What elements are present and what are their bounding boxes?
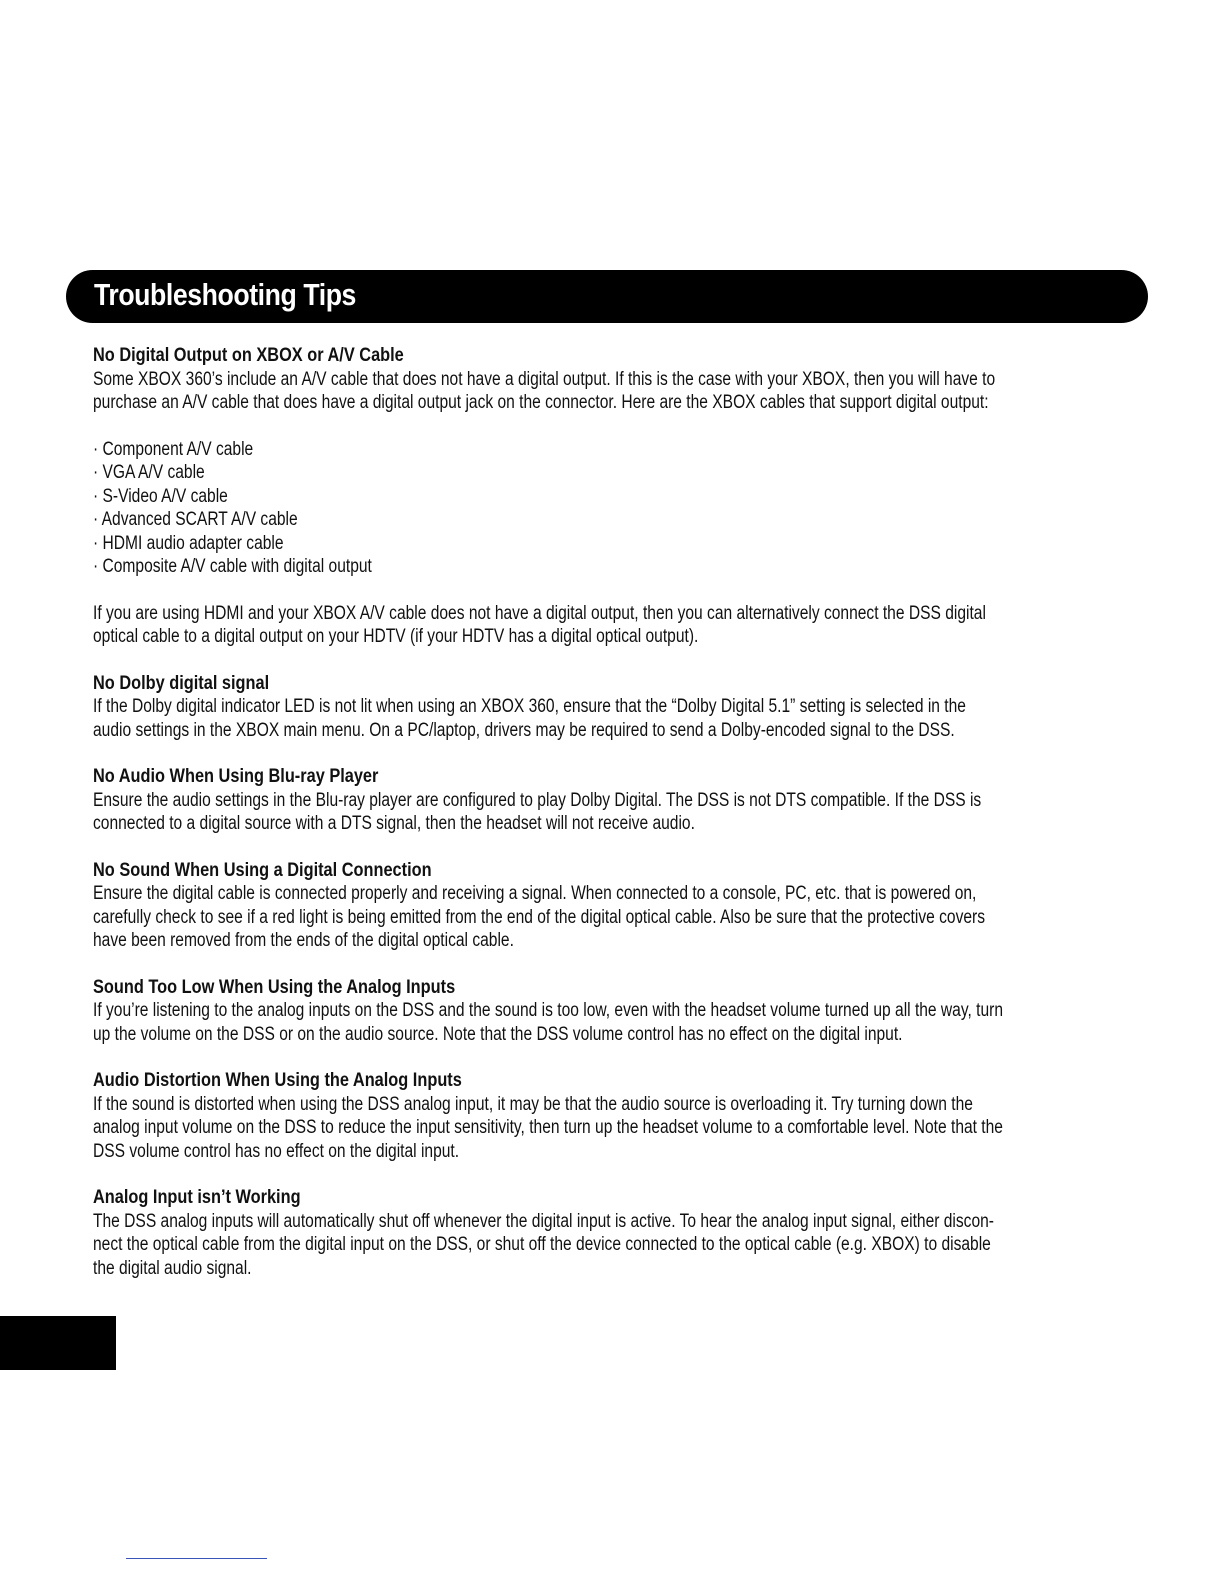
body-line: Some XBOX 360’s include an A/V cable that does not have a digital output. If this is the case with your XBOX, then you will have to xyxy=(93,368,996,390)
title-bar xyxy=(66,270,1148,323)
section-blu-ray xyxy=(93,765,1123,836)
section-heading: No Dolby digital signal xyxy=(93,672,270,694)
section-no-dolby-signal xyxy=(93,672,1123,743)
section-heading: No Digital Output on XBOX or A/V Cable xyxy=(93,345,404,366)
content xyxy=(93,344,1123,1303)
body-line: DSS volume control has no effect on the digital input. xyxy=(93,1140,460,1162)
section-heading: Sound Too Low When Using the Analog Inputs xyxy=(93,976,456,998)
body-line: If the sound is distorted when using the DSS analog input, it may be that the audio source is overloading it. Try turning down the xyxy=(93,1093,973,1115)
section-heading: Audio Distortion When Using the Analog Inputs xyxy=(93,1070,462,1091)
page-title: Troubleshooting Tips xyxy=(94,277,356,312)
section-heading: No Sound When Using a Digital Connection xyxy=(93,859,432,881)
page-tab-block xyxy=(0,1316,116,1370)
body-line: carefully check to see if a red light is being emitted from the end of the digital optical cable. Also be sure that the protective covers xyxy=(93,906,986,928)
body-line: up the volume on the DSS or on the audio source. Note that the DSS volume control has no effect on the digital input. xyxy=(93,1023,903,1045)
list-item: · Composite A/V cable with digital output xyxy=(93,556,372,577)
section-no-digital-output xyxy=(93,344,1123,649)
footer-rule xyxy=(126,1558,267,1559)
list-item: · VGA A/V cable xyxy=(93,462,205,483)
section-analog-input xyxy=(93,1186,1123,1280)
list-item: · S-Video A/V cable xyxy=(93,485,228,507)
cable-list xyxy=(93,438,1123,579)
list-item: · HDMI audio adapter cable xyxy=(93,532,284,554)
section-digital-connection xyxy=(93,859,1123,953)
section-heading: Analog Input isn’t Working xyxy=(93,1187,301,1208)
body-line: purchase an A/V cable that does have a digital output jack on the connector. Here are the XBOX cables that support digital output: xyxy=(93,392,989,413)
section-sound-too-low xyxy=(93,976,1123,1047)
body-line: If you’re listening to the analog inputs on the DSS and the sound is too low, even with the headset volume turned up all the way, turn xyxy=(93,1000,1003,1021)
body-line: nect the optical cable from the digital input on the DSS, or shut off the device connected to the optical cable (e.g. XBOX) to disable xyxy=(93,1234,991,1255)
body-line: audio settings in the XBOX main menu. On a PC/laptop, drivers may be required to send a Dolby-encoded signal to the DSS. xyxy=(93,719,955,741)
body-line: connected to a digital source with a DTS signal, then the headset will not receive audio. xyxy=(93,813,695,834)
list-item: · Advanced SCART A/V cable xyxy=(93,509,298,530)
body-line: Ensure the digital cable is connected properly and receiving a signal. When connected to a console, PC, etc. that is powered on, xyxy=(93,883,977,904)
body-line: If the Dolby digital indicator LED is not lit when using an XBOX 360, ensure that the “Dolby Digital 5.1” setting is selected in the xyxy=(93,696,966,717)
section-heading: No Audio When Using Blu-ray Player xyxy=(93,766,379,787)
body-line: Ensure the audio settings in the Blu-ray player are configured to play Dolby Digital. The DSS is not DTS compatible. If the DSS is xyxy=(93,789,982,811)
body-line: optical cable to a digital output on your HDTV (if your HDTV has a digital optical output). xyxy=(93,626,699,647)
list-item: · Component A/V cable xyxy=(93,438,254,460)
body-line: analog input volume on the DSS to reduce the input sensitivity, then turn up the headset volume to a comfortable level. Note that the xyxy=(93,1117,1003,1138)
body-line: have been removed from the ends of the digital optical cable. xyxy=(93,930,514,951)
body-line: The DSS analog inputs will automatically shut off whenever the digital input is active. To hear the analog input signal, either discon- xyxy=(93,1210,995,1232)
section-audio-distortion xyxy=(93,1069,1123,1163)
body-line: the digital audio signal. xyxy=(93,1257,252,1279)
body-line: If you are using HDMI and your XBOX A/V cable does not have a digital output, then you can alternatively connect the DSS digital xyxy=(93,602,986,624)
